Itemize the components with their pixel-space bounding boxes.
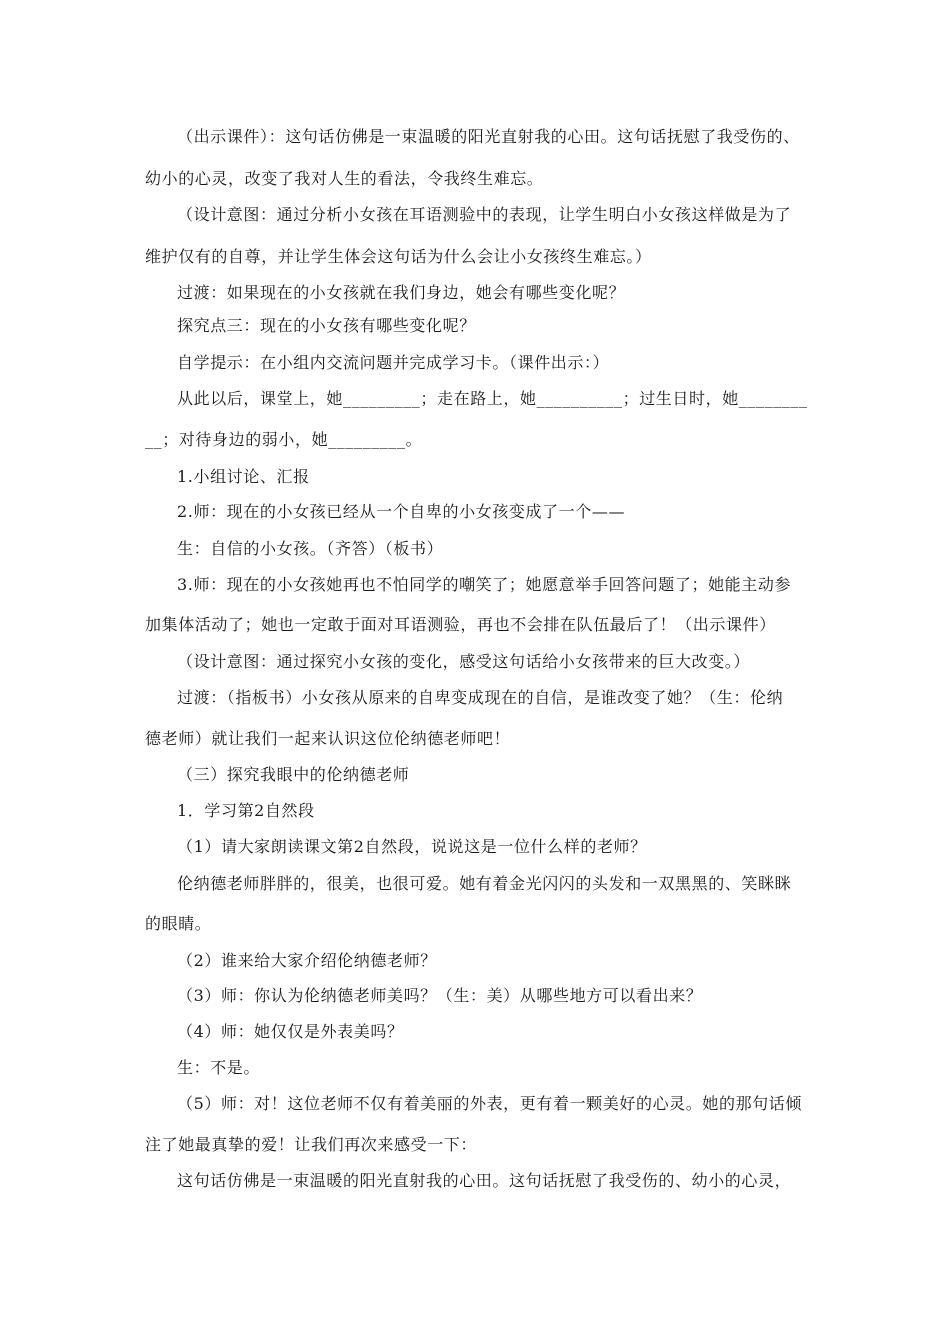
paragraph-line: 探究点三：现在的小女孩有哪些变化呢？ <box>177 316 476 335</box>
paragraph-line: （4）师：她仅仅是外表美吗？ <box>177 1022 404 1041</box>
paragraph-line: 自学提示：在小组内交流问题并完成学习卡。（课件出示：） <box>177 353 610 372</box>
paragraph-line: 生：自信的小女孩。（齐答）（板书） <box>177 539 444 558</box>
paragraph-line: 生：不是。 <box>177 1058 261 1077</box>
paragraph-line: （2）谁来给大家介绍伦纳德老师？ <box>177 951 437 970</box>
paragraph-line: 过渡：（指板书）小女孩从原来的自卑变成现在的自信，是谁改变了她？（生：伦纳 <box>177 688 784 707</box>
paragraph-line: （1）请大家朗读课文第2自然段，说说这是一位什么样的老师？ <box>177 837 647 856</box>
paragraph-line: 的眼睛。 <box>145 914 212 933</box>
paragraph-line: 过渡：如果现在的小女孩就在我们身边，她会有哪些变化呢？ <box>177 283 626 302</box>
paragraph-line: __；对待身边的弱小，她_________。 <box>145 430 423 449</box>
paragraph-line: （3）师：你认为伦纳德老师美吗？（生：美）从哪些地方可以看出来？ <box>177 986 703 1005</box>
paragraph-line: 注了她最真挚的爱！让我们再次来感受一下： <box>145 1135 478 1154</box>
paragraph-line: 加集体活动了；她也一定敢于面对耳语测验，再也不会排在队伍最后了！（出示课件） <box>145 615 776 634</box>
paragraph-line: 1.小组讨论、汇报 <box>177 467 310 486</box>
paragraph-line: 2.师：现在的小女孩已经从一个自卑的小女孩变成了一个—— <box>177 502 626 521</box>
paragraph-line: 伦纳德老师胖胖的，很美，也很可爱。她有着金光闪闪的头发和一双黑黑的、笑眯眯 <box>177 874 792 893</box>
paragraph-line: 幼小的心灵，改变了我对人生的看法，令我终生难忘。 <box>145 169 544 188</box>
paragraph-line: 维护仅有的自尊，并让学生体会这句话为什么会让小女孩终生难忘。） <box>145 247 652 266</box>
paragraph-line: 这句话仿佛是一束温暖的阳光直射我的心田。这句话抚慰了我受伤的、幼小的心灵， <box>177 1171 792 1190</box>
paragraph-line: （设计意图：通过分析小女孩在耳语测验中的表现，让学生明白小女孩这样做是为了 <box>177 205 792 224</box>
paragraph-line: （5）师：对！这位老师不仅有着美丽的外表，更有着一颗美好的心灵。她的那句话倾 <box>177 1094 802 1113</box>
paragraph-line: （设计意图：通过探究小女孩的变化，感受这句话给小女孩带来的巨大改变。） <box>177 652 751 671</box>
paragraph-line: （三）探究我眼中的伦纳德老师 <box>177 765 410 784</box>
paragraph-line: 从此以后，课堂上，她_________；走在路上，她__________；过生日时，她________ <box>177 389 808 408</box>
paragraph-line: 3.师：现在的小女孩她再也不怕同学的嘲笑了；她愿意举手回答问题了；她能主动参 <box>177 575 792 594</box>
paragraph-line: 1．学习第2自然段 <box>177 801 315 820</box>
paragraph-line: 德老师）就让我们一起来认识这位伦纳德老师吧！ <box>145 729 511 748</box>
paragraph-line: （出示课件）：这句话仿佛是一束温暖的阳光直射我的心田。这句话抚慰了我受伤的、 <box>177 127 800 146</box>
